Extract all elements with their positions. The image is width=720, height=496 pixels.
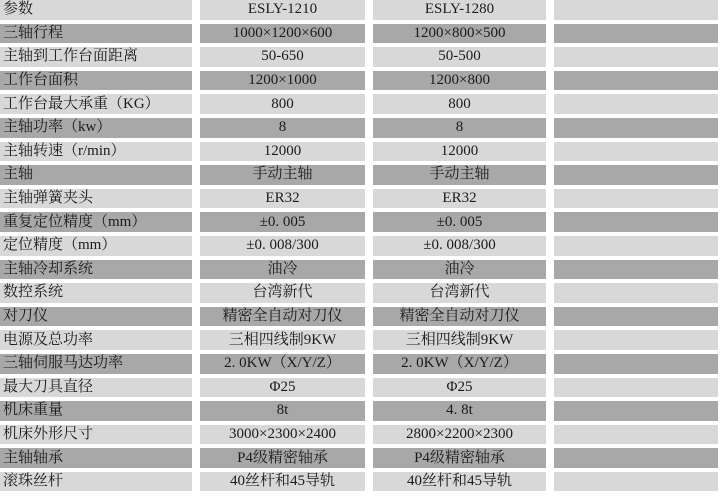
value-cell: 8t	[200, 401, 365, 421]
empty-cell	[554, 24, 718, 44]
value-cell: Φ25	[200, 378, 365, 398]
value-cell: 40丝杆和45导轨	[373, 472, 546, 492]
value-cell: 油冷	[373, 260, 546, 280]
value-cell: 油冷	[200, 260, 365, 280]
value-cell: 12000	[200, 142, 365, 162]
value-cell: 手动主轴	[200, 165, 365, 185]
row-label-cell: 主轴到工作台面距离	[0, 47, 192, 67]
row-label-cell: 机床外形尺寸	[0, 425, 192, 445]
value-cell: 8	[200, 118, 365, 138]
value-cell: ±0. 008/300	[200, 236, 365, 256]
value-cell: ±0. 005	[200, 212, 365, 232]
value-cell: 800	[200, 94, 365, 114]
value-cell: 50-650	[200, 47, 365, 67]
row-label-cell: 机床重量	[0, 401, 192, 421]
header-model-a-cell: ESLY-1210	[200, 0, 365, 20]
header-model-b-cell: ESLY-1280	[373, 0, 546, 20]
value-cell: 1200×800	[373, 71, 546, 91]
empty-cell	[554, 165, 718, 185]
row-label-cell: 工作台最大承重（KG）	[0, 94, 192, 114]
row-label-cell: 主轴	[0, 165, 192, 185]
row-label-cell: 三轴行程	[0, 24, 192, 44]
empty-cell	[554, 189, 718, 209]
empty-cell	[554, 472, 718, 492]
value-cell: 1200×1000	[200, 71, 365, 91]
value-cell: 8	[373, 118, 546, 138]
empty-cell	[554, 260, 718, 280]
value-cell: 手动主轴	[373, 165, 546, 185]
empty-cell	[554, 401, 718, 421]
row-label-cell: 定位精度（mm）	[0, 236, 192, 256]
value-cell: Φ25	[373, 378, 546, 398]
value-cell: 台湾新代	[200, 283, 365, 303]
empty-cell	[554, 378, 718, 398]
empty-cell	[554, 236, 718, 256]
empty-cell	[554, 283, 718, 303]
value-cell: 2800×2200×2300	[373, 425, 546, 445]
row-label-cell: 主轴转速（r/min）	[0, 142, 192, 162]
header-extra-cell	[554, 0, 718, 20]
row-label-cell: 主轴冷却系统	[0, 260, 192, 280]
value-cell: 2. 0KW（X/Y/Z）	[373, 354, 546, 374]
value-cell: 台湾新代	[373, 283, 546, 303]
header-param-label: 参数	[0, 0, 192, 20]
empty-cell	[554, 47, 718, 67]
empty-cell	[554, 425, 718, 445]
empty-cell	[554, 212, 718, 232]
row-label-cell: 工作台面积	[0, 71, 192, 91]
empty-cell	[554, 354, 718, 374]
empty-cell	[554, 448, 718, 468]
row-label-cell: 最大刀具直径	[0, 378, 192, 398]
row-label-cell: 三轴伺服马达功率	[0, 354, 192, 374]
value-cell: 4. 8t	[373, 401, 546, 421]
value-cell: 1000×1200×600	[200, 24, 365, 44]
value-cell: 三相四线制9KW	[200, 330, 365, 350]
row-label-cell: 电源及总功率	[0, 330, 192, 350]
empty-cell	[554, 94, 718, 114]
value-cell: 精密全自动对刀仪	[373, 307, 546, 327]
value-cell: 800	[373, 94, 546, 114]
row-label-cell: 对刀仪	[0, 307, 192, 327]
value-cell: 50-500	[373, 47, 546, 67]
row-label-cell: 重复定位精度（mm）	[0, 212, 192, 232]
empty-cell	[554, 118, 718, 138]
value-cell: ±0. 008/300	[373, 236, 546, 256]
value-cell: P4级精密轴承	[200, 448, 365, 468]
row-label-cell: 主轴弹簧夹头	[0, 189, 192, 209]
value-cell: 3000×2300×2400	[200, 425, 365, 445]
empty-cell	[554, 307, 718, 327]
row-label-cell: 数控系统	[0, 283, 192, 303]
value-cell: 三相四线制9KW	[373, 330, 546, 350]
empty-cell	[554, 330, 718, 350]
row-label-cell: 滚珠丝杆	[0, 472, 192, 492]
row-label-cell: 主轴轴承	[0, 448, 192, 468]
value-cell: 精密全自动对刀仪	[200, 307, 365, 327]
value-cell: 40丝杆和45导轨	[200, 472, 365, 492]
value-cell: 2. 0KW（X/Y/Z）	[200, 354, 365, 374]
value-cell: 12000	[373, 142, 546, 162]
value-cell: ER32	[373, 189, 546, 209]
value-cell: P4级精密轴承	[373, 448, 546, 468]
empty-cell	[554, 142, 718, 162]
value-cell: ±0. 005	[373, 212, 546, 232]
value-cell: 1200×800×500	[373, 24, 546, 44]
value-cell: ER32	[200, 189, 365, 209]
row-label-cell: 主轴功率（kw）	[0, 118, 192, 138]
empty-cell	[554, 71, 718, 91]
